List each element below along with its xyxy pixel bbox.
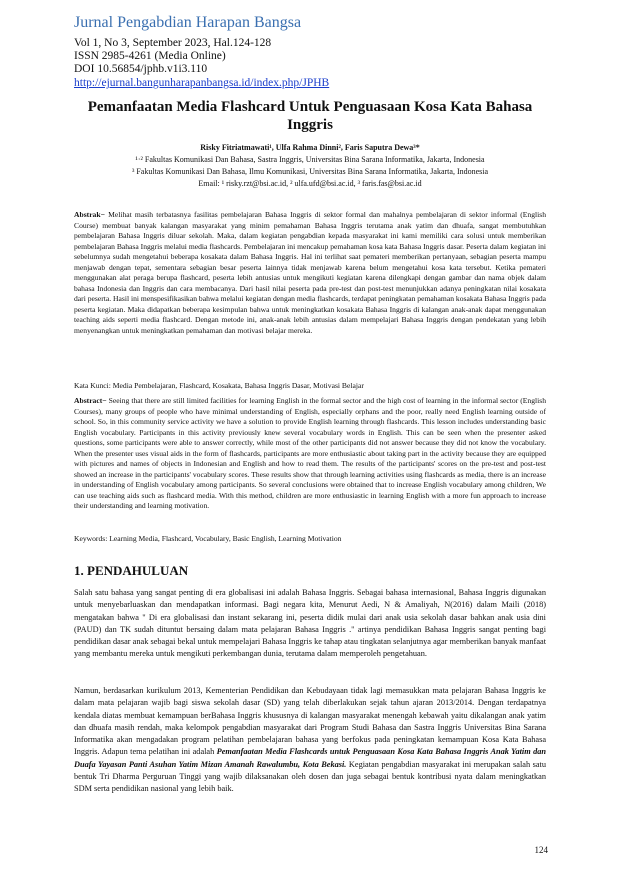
intro-p2-training-theme: Pemanfaatan Media Flashcards untuk Penguasaan Kosa Kata Bahasa Inggris Anak Yatim dan Duafa Yayasan Panti Asuhan Yatim Mizan Amanah Rawalumbu, Kota Bekasi. bbox=[74, 747, 546, 769]
volume-info: Vol 1, No 3, September 2023, Hal.124-128 bbox=[74, 37, 272, 49]
journal-title: Jurnal Pengabdian Harapan Bangsa bbox=[74, 14, 302, 31]
abstract-indonesian bbox=[74, 210, 546, 336]
intro-p2-text-b: Kegiatan pengabdian masyarakat ini merupakan salah satu bentuk Tri Dharma Perguruan Tinggi yang wajib dilaksanakan oleh dosen dan juga sebagai bentuk kontribusi nyata dalam meningkatkan SDM serta pendidikan nasional yang lebih baik. bbox=[74, 759, 546, 794]
section-heading-pendahuluan: 1. PENDAHULUAN bbox=[74, 563, 189, 578]
author-emails: Email: ¹ risky.rzt@bsi.ac.id, ² ulfa.ufd@bsi.ac.id, ³ faris.fas@bsi.ac.id bbox=[198, 179, 422, 188]
abstract-id-text: Melihat masih terbatasnya fasilitas pembelajaran Bahasa Inggris di sektor formal dan mahalnya pembelajaran di sektor informal (English Course) membuat banyak kalangan masyarakat yang minim pemahaman Bahasa Inggris terutama anak yatim dan dhuafa, sangat membutuhkan pembelajaran Bahasa Inggris diluar sekolah. Maka, dalam kegiatan pengabdian kepada masyarakat ini kami memiliki cara solusi untuk memberikan pembelajaran Bahasa Inggris melalui media flashcards. Pembelajaran ini mencakup pemahaman kosa kata Bahasa Inggris dasar. Peserta dalam kegiatan ini sebelumnya sudah mengetahui beberapa kosakata dalam Bahasa Inggris. Hal ini terlihat saat pemateri memberikan pertanyaan, sebagian peserta mampu menjawab dengan tepat, sementara sebagian besar peserta lainnya tidak menjawab karena belum mengetahui kosa kata tersebut. Ketika pemateri menggunakan alat peraga berupa flashcard, peserta lebih antusias untuk mengikuti kegiatan karena dilengkapi dengan gambar dan nama objek dalam bahasa Indonesia dan Inggris dan cara membacanya. Dari hasil nilai peserta pada pre-test dan post-test menunjukkan adanya peningkatan nilai kosakata dari peserta. Hasil ini menspesifikasikan bahwa melalui kegiatan dengan media flashcards, terdapat peningkatan pemahaman kosakata Bahasa Inggris pada peserta kegiatan. Maka didapatkan beberapa kesimpulan bahwa untuk meningkatkan kosakata Bahasa Inggris di kalangan anak-anak dapat menggunakan teaching aids seperti media flashcard. Dengan metode ini, anak-anak lebih antusias dalam mempelajari Bahasa Inggris dengan pendekatan yang lebih menyenangkan untuk meningkatkan pemahaman dan motivasi belajar mereka. bbox=[74, 210, 546, 335]
keywords-english: Keywords: Learning Media, Flashcard, Vocabulary, Basic English, Learning Motivation bbox=[74, 534, 342, 543]
issn-info: ISSN 2985-4261 (Media Online) bbox=[74, 50, 226, 62]
affiliation-2: ³ Fakultas Komunikasi Dan Bahasa, Ilmu Komunikasi, Universitas Bina Sarana Informatika, Jakarta, Indonesia bbox=[131, 167, 489, 176]
journal-url-link[interactable]: http://ejurnal.bangunharapanbangsa.id/index.php/JPHB bbox=[74, 77, 330, 89]
keywords-indonesian: Kata Kunci: Media Pembelajaran, Flashcard, Kosakata, Bahasa Inggris Dasar, Motivasi Belajar bbox=[74, 381, 364, 390]
authors: Risky Fitriatmawati¹, Ulfa Rahma Dinni², Faris Saputra Dewa³* bbox=[200, 143, 420, 152]
page-number: 124 bbox=[534, 845, 548, 855]
abstract-id-lead: Abstrak− bbox=[74, 210, 105, 219]
abstract-en-lead: Abstract− bbox=[74, 396, 107, 405]
affiliation-1: ¹·² Fakultas Komunikasi Dan Bahasa, Sastra Inggris, Universitas Bina Sarana Informatika, Jakarta, Indonesia bbox=[135, 155, 485, 164]
doi-info: DOI 10.56854/jphb.v1i3.110 bbox=[74, 63, 208, 75]
paper-title: Pemanfaatan Media Flashcard Untuk Penguasaan Kosa Kata Bahasa Inggris bbox=[87, 99, 533, 133]
intro-paragraph-1: Salah satu bahasa yang sangat penting di era globalisasi ini adalah Bahasa Inggris. Sebagai bahasa internasional, Bahasa Inggris digunakan untuk menyebarluaskan dan mendapatkan informasi. Bagi negara kita, Menurut Aedi, N & Amaliyah, N(2016) dalam Maili (2018) mengatakan bahwa " Di era globalisasi dan instant sekarang ini, peserta didik mulai dari anak usia sekolah dasar bahkan anak usia dini (PAUD) dan TK sudah dituntut bersaing dalam mata pelajaran Bahasa Inggris ." artinya pendidikan Bahasa Inggris sangat penting bagi pendidikan dasar anak sebagai bekal untuk mempelajari Bahasa Inggris ke tahap atau tingkatan selanjutnya agar memberikan banyak manfaat yang membantu mereka untuk mengikuti perkembangan dunia, terutama dalam memperoleh pengetahuan. bbox=[74, 588, 546, 659]
abstract-en-text: Seeing that there are still limited facilities for learning English in the formal sector and the high cost of learning in the informal sector (English Courses), many groups of people who have minimal understanding of English, especially orphans and the poor, really need English learning outside of school. So, in this community service activity we have a solution to provide English learning through flashcards. This lesson includes understanding basic English vocabulary. Participants in this activity previously knew several vocabulary words in English. This can be seen when the presenter asked questions, some participants were able to answer correctly, while most of the other participants did not answer because they did not know the vocabulary. When the presenter uses visual aids in the form of flashcards, participants are more enthusiastic about taking part in the activity because they are equipped with pictures and names of objects in Indonesian and English and how to read them. The results of the participants' scores on the pre-test and post-test showed an increase in the participants' vocabulary scores. These results show that through learning activities using flashcards as media, there is an increase in understanding of English vocabulary among participants. So several conclusions were obtained that to increase English vocabulary among children, We can use teaching aids such as flashcard media. With this method, children are more enthusiastic in learning English with a more fun approach to increase their understanding and learning motivation. bbox=[74, 396, 546, 510]
intro-paragraph-2 bbox=[74, 685, 546, 796]
abstract-english bbox=[74, 396, 546, 512]
intro-p2-text-a: Namun, berdasarkan kurikulum 2013, Kementerian Pendidikan dan Kebudayaan tidak lagi memasukkan mata pelajaran Bahasa Inggris ke dalam mata pelajaran wajib bagi siswa sekolah dasar (SD) yang telah diberlakukan sejak tahun ajaran 2013/2014. Dengan terdapatnya kendala diatas membuat kemampuan berBahasa Inggris khususnya di kalangan masyarakat menengah kebawah yaitu dikalangan anak yatim dan dhuafa masih rendah, maka kelompok pengabdian masyarakat dari Program Studi Bahasa dan Sastra Inggris Universitas Bina Sarana Informatika akan mengadakan program pelatihan pembelajaran bahasa yang berfokus pada peningkatan kemampuan Kosa Kata Bahasa Inggris. Adapun tema pelatihan ini adalah bbox=[74, 686, 546, 757]
